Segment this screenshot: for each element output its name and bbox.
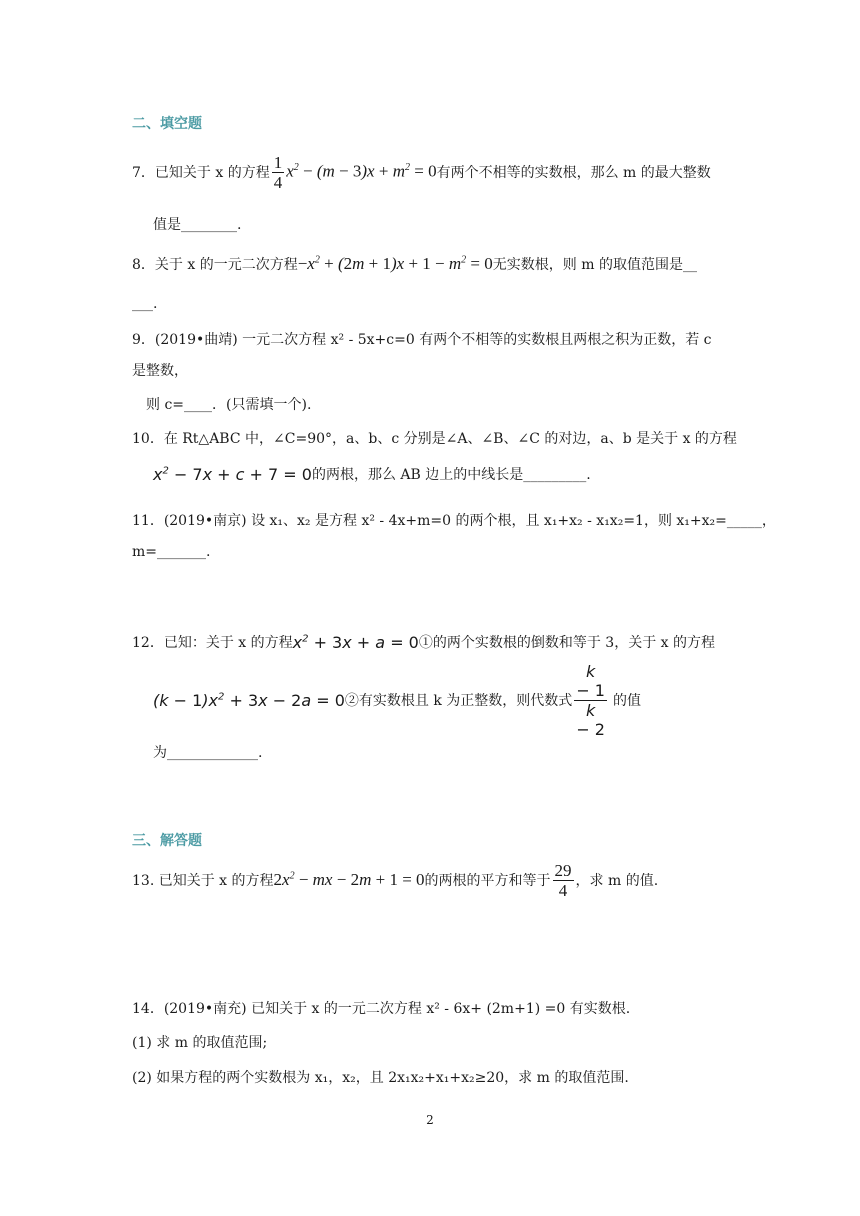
question-8 (132, 254, 697, 274)
q10-equation: $x^2 - 7x + c + 7 = 0$ (153, 464, 312, 484)
q13-prefix: 13. 已知关于 x 的方程 (132, 873, 274, 889)
q8-line2: ___. (132, 296, 158, 312)
page-number: 2 (426, 1113, 434, 1127)
q10-line2 (153, 464, 591, 484)
q11-line2: m=_______. (132, 544, 211, 560)
q12-prefix: 12．已知：关于 x 的方程 (132, 635, 293, 651)
q12-equation-1: $x^2 + 3x + a = 0$ (292, 632, 419, 652)
q8-equation: $-x^2 + (2m + 1)x + 1 - m^2 = 0$ (297, 254, 493, 273)
q13-mid: 的两根的平方和等于 (424, 873, 551, 889)
q8-suffix: 无实数根，则 m 的取值范围是__ (492, 257, 697, 273)
q10-line1: 10．在 Rt△ABC 中，∠C=90°，a、b、c 分别是∠A、∠B、∠C 的对边，a、b 是关于 x 的方程 (132, 431, 737, 447)
section-title-fill: 二、填空题 (132, 116, 202, 132)
q9-line2: 是整数， (132, 363, 188, 379)
q10-suffix: 的两根，那么 AB 边上的中线长是_________. (311, 467, 591, 483)
q9-line3: 则 c=____．(只需填一个). (146, 397, 312, 413)
q13-equation: $2x^2$ − mx − 2m + 1 = 0 (273, 870, 425, 889)
q12-fraction: k − 1 k − 2 (576, 661, 605, 739)
q14-line3: (2) 如果方程的两个实数根为 x₁，x₂，且 2x₁x₂+x₁+x₂≥20，求 m 的取值范围. (132, 1070, 629, 1086)
q14-line1: 14．(2019•南充) 已知关于 x 的一元二次方程 x² - 6x+ (2m+1) =0 有实数根. (132, 1001, 631, 1017)
q9-line1: 9．(2019•曲靖) 一元二次方程 x² - 5x+c=0 有两个不相等的实数根且两根之积为正数，若 c (132, 332, 712, 348)
q12-line3: 为_____________. (153, 745, 263, 761)
q12-equation-2: $(k - 1)x^2 + 3x - 2a = 0$ (153, 690, 345, 710)
q13-fraction: $\frac{29}{4}$ (554, 860, 572, 900)
q12-line2 (153, 661, 641, 739)
q11-line1: 11．(2019•南京) 设 x₁、x₂ 是方程 x² - 4x+m=0 的两个根，且 x₁+x₂ - x₁x₂=1，则 x₁+x₂=_____， (132, 513, 776, 529)
q7-equation: $\frac{1}{4}$ $x^2 - (m - 3)x + m^2 = 0$ (273, 152, 437, 192)
q12-end: 的值 (612, 693, 641, 709)
q7-suffix: 有两个不相等的实数根，那么 m 的最大整数 (436, 165, 711, 181)
q8-prefix: 8．关于 x 的一元二次方程 (132, 257, 298, 273)
question-7 (132, 150, 711, 194)
q12-suffix: ①的两个实数根的倒数和等于 3，关于 x 的方程 (418, 635, 716, 651)
q12-mid: ②有实数根且 k 为正整数，则代数式 (344, 693, 573, 709)
q7-fraction: $\frac{1}{4}$ (273, 152, 283, 192)
q7-prefix: 7．已知关于 x 的方程 (132, 165, 270, 181)
q7-line2: 值是________. (153, 217, 242, 233)
question-12 (132, 632, 715, 652)
section-title-solve: 三、解答题 (132, 833, 202, 849)
q13-suffix: ，求 m 的值. (575, 873, 659, 889)
q14-line2: (1) 求 m 的取值范围; (132, 1035, 268, 1051)
question-13 (132, 856, 658, 904)
